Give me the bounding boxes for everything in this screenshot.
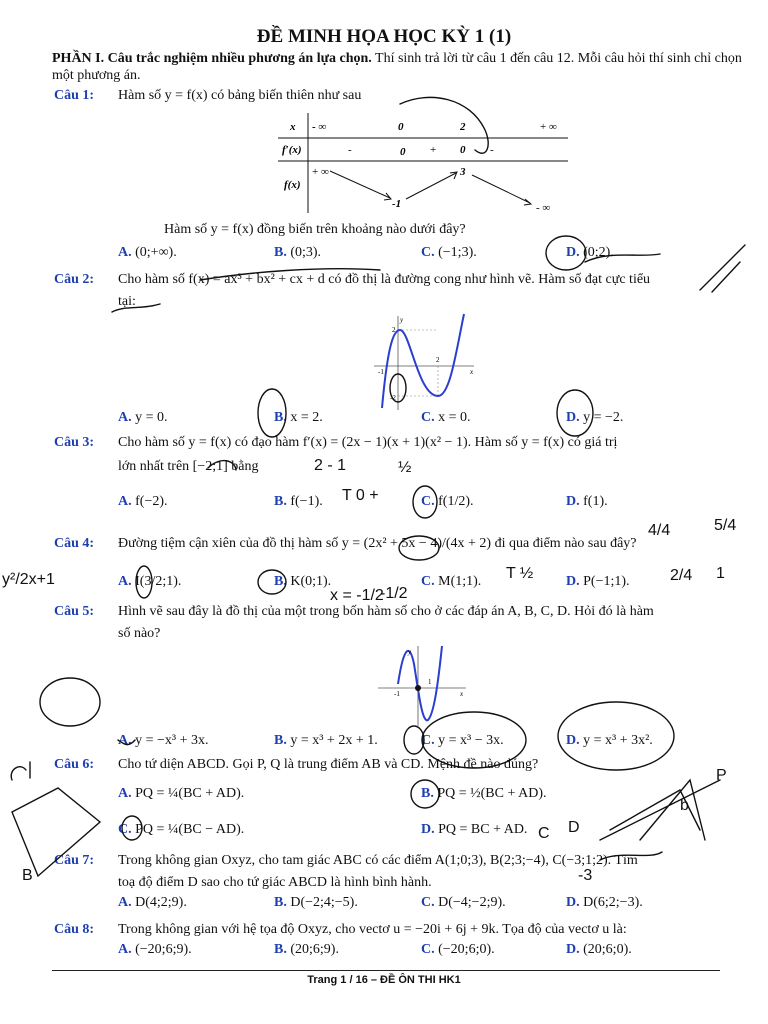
axis-label: y bbox=[400, 316, 404, 324]
axis-label: x bbox=[470, 368, 474, 376]
question-text: Cho hàm số y = f(x) có đạo hàm f′(x) = (2x − 1)(x + 1)(x² − 1). Hàm số y = f(x) có giá trị bbox=[118, 435, 618, 450]
question-5 bbox=[54, 604, 754, 644]
option-letter: D. bbox=[566, 410, 580, 425]
table-f-val: - ∞ bbox=[536, 202, 551, 213]
ink-note: C bbox=[538, 825, 550, 842]
ink-note: y²/2x+1 bbox=[2, 571, 55, 588]
question-label: Câu 4: bbox=[54, 536, 95, 551]
graph-q5 bbox=[376, 644, 472, 728]
question-label: Câu 7: bbox=[54, 853, 95, 868]
question-text: Trong không gian Oxyz, cho tam giác ABC có các điểm A(1;0;3), B(2;3;−4), C(−3;1;2). Tìm bbox=[118, 853, 638, 868]
ink-note: x = -1/2 bbox=[330, 587, 384, 604]
options-q1 bbox=[118, 245, 718, 263]
option-letter: C. bbox=[421, 494, 435, 509]
option-letter: D. bbox=[421, 822, 435, 837]
option-b[interactable]: D(−2;4;−5). bbox=[290, 895, 358, 910]
ink-circle bbox=[40, 678, 100, 726]
question-text: Hàm số y = f(x) có bảng biến thiên như sau bbox=[118, 88, 362, 103]
ink-note: B bbox=[22, 867, 33, 884]
option-letter: D. bbox=[566, 733, 580, 748]
option-d[interactable]: D(6;2;−3). bbox=[583, 895, 643, 910]
option-letter: D. bbox=[566, 245, 580, 260]
question-3 bbox=[54, 435, 754, 477]
option-letter: C. bbox=[421, 574, 435, 589]
option-letter: D. bbox=[566, 574, 580, 589]
table-fp-val: - bbox=[348, 144, 352, 156]
ink-note: D bbox=[568, 819, 580, 836]
options-q4 bbox=[118, 574, 718, 592]
options-q6-row1 bbox=[118, 786, 718, 804]
option-c[interactable]: M(1;1). bbox=[438, 574, 482, 589]
variation-table bbox=[278, 113, 568, 213]
option-a[interactable]: (−20;6;9). bbox=[135, 942, 192, 957]
table-f-val: 3 bbox=[460, 166, 466, 178]
option-a[interactable]: y = −x³ + 3x. bbox=[135, 733, 209, 748]
tick-label: 2 bbox=[436, 356, 440, 364]
ink-note: -1/2 bbox=[380, 585, 408, 602]
option-a[interactable]: I(3/2;1). bbox=[135, 574, 182, 589]
option-letter: C. bbox=[421, 942, 435, 957]
question-6 bbox=[54, 757, 754, 779]
axis-label: x bbox=[460, 690, 464, 698]
question-text-2: số nào? bbox=[118, 626, 161, 641]
option-a[interactable]: (0;+∞). bbox=[135, 245, 177, 260]
options-q6-row2 bbox=[118, 822, 718, 840]
question-1 bbox=[54, 88, 754, 108]
question-text: Cho hàm số f(x) = ax³ + bx² + cx + d có đồ thị là đường cong như hình vẽ. Hàm số đạt cực tiểu bbox=[118, 272, 651, 287]
table-x-val: 0 bbox=[398, 121, 404, 133]
ink-note: 2/4 bbox=[670, 567, 693, 584]
option-letter: C. bbox=[421, 410, 435, 425]
option-letter: C. bbox=[118, 822, 132, 837]
option-letter: B. bbox=[274, 942, 287, 957]
ink-note: T 0 + bbox=[342, 487, 379, 504]
option-a[interactable]: PQ = ¼(BC + AD). bbox=[135, 786, 245, 801]
ink-note: 2 - 1 bbox=[314, 457, 347, 474]
tick-label: 1 bbox=[428, 678, 432, 686]
option-c[interactable]: y = x³ − 3x. bbox=[438, 733, 504, 748]
table-fp-val: - bbox=[490, 144, 494, 156]
page-footer: Trang 1 / 16 – ĐỀ ÔN THI HK1 bbox=[307, 974, 461, 986]
table-x-label: x bbox=[290, 121, 296, 133]
option-letter: A. bbox=[118, 574, 132, 589]
option-letter: C. bbox=[421, 733, 435, 748]
option-a[interactable]: D(4;2;9). bbox=[135, 895, 187, 910]
option-letter: B. bbox=[421, 786, 434, 801]
question-label: Câu 1: bbox=[54, 88, 95, 103]
question-label: Câu 2: bbox=[54, 272, 95, 287]
option-letter: B. bbox=[274, 574, 287, 589]
options-q2 bbox=[118, 410, 718, 428]
question-7 bbox=[54, 853, 754, 893]
options-q8 bbox=[118, 942, 718, 960]
options-q7 bbox=[118, 895, 718, 913]
option-b[interactable]: f(−1). bbox=[290, 494, 323, 509]
page-title: ĐỀ MINH HỌA HỌC KỲ 1 (1) bbox=[256, 26, 512, 47]
question-text: Trong không gian với hệ tọa độ Oxyz, cho vectơ u = −20i + 6j + 9k. Tọa độ của vectơ u là: bbox=[118, 922, 627, 937]
option-letter: A. bbox=[118, 942, 132, 957]
option-d[interactable]: y = x³ + 3x². bbox=[583, 733, 653, 748]
ink-note: 1 bbox=[716, 565, 725, 582]
part-instruction bbox=[52, 50, 742, 84]
option-letter: D. bbox=[566, 895, 580, 910]
axis-label: y bbox=[408, 648, 412, 656]
option-letter: C. bbox=[421, 245, 435, 260]
footer-divider bbox=[52, 970, 720, 971]
option-a[interactable]: y = 0. bbox=[135, 410, 168, 425]
table-f-val: + ∞ bbox=[312, 166, 329, 178]
ink-stroke bbox=[11, 762, 30, 780]
part-text: Thí sinh trả lời từ câu 1 đến câu 12. Mỗi câu hỏi thí sinh chỉ chọn một phương án. bbox=[52, 51, 742, 83]
ink-note: T ½ bbox=[506, 565, 534, 582]
table-f-label: f(x) bbox=[284, 179, 301, 191]
part-heading: PHẦN I. Câu trắc nghiệm nhiều phương án lựa chọn. bbox=[52, 51, 372, 66]
option-letter: B. bbox=[274, 410, 287, 425]
option-d[interactable]: (0;2). bbox=[583, 245, 614, 260]
option-letter: A. bbox=[118, 895, 132, 910]
ink-note: 5/4 bbox=[714, 517, 737, 534]
option-b[interactable]: PQ = ½(BC + AD). bbox=[437, 786, 547, 801]
option-c[interactable]: x = 0. bbox=[438, 410, 471, 425]
tick-label: -1 bbox=[394, 690, 400, 698]
question-text: Đường tiệm cận xiên của đồ thị hàm số y = (2x² + 5x − 4)/(4x + 2) đi qua điểm nào sau đây? bbox=[118, 536, 637, 551]
question-text-2: tại: bbox=[118, 294, 136, 309]
option-c[interactable]: (−20;6;0). bbox=[438, 942, 495, 957]
table-fp-val: 0 bbox=[460, 144, 466, 156]
graph-q2 bbox=[370, 312, 480, 412]
option-letter: B. bbox=[274, 494, 287, 509]
option-b[interactable]: K(0;1). bbox=[290, 574, 332, 589]
option-letter: A. bbox=[118, 245, 132, 260]
question-label: Câu 6: bbox=[54, 757, 95, 772]
ink-note: -3 bbox=[578, 867, 593, 884]
option-d[interactable]: (20;6;0). bbox=[583, 942, 632, 957]
tick-label: -1 bbox=[378, 368, 384, 376]
table-x-val: - ∞ bbox=[312, 121, 327, 133]
question-2 bbox=[54, 272, 754, 312]
option-b[interactable]: (20;6;9). bbox=[290, 942, 339, 957]
option-c[interactable]: f(1/2). bbox=[438, 494, 474, 509]
option-letter: A. bbox=[118, 786, 132, 801]
option-letter: B. bbox=[274, 245, 287, 260]
question-text: Hình vẽ sau đây là đồ thị của một trong bốn hàm số cho ở các đáp án A, B, C, D. Hỏi đó là hàm bbox=[118, 604, 654, 619]
option-d[interactable]: y = −2. bbox=[583, 410, 624, 425]
option-a[interactable]: f(−2). bbox=[135, 494, 168, 509]
option-b[interactable]: (0;3). bbox=[290, 245, 322, 260]
option-b[interactable]: x = 2. bbox=[290, 410, 323, 425]
table-fp-label: f′(x) bbox=[282, 144, 302, 156]
table-fp-val: + bbox=[430, 144, 437, 156]
table-x-val: + ∞ bbox=[540, 121, 557, 133]
option-letter: D. bbox=[566, 494, 580, 509]
ink-note: 4/4 bbox=[648, 522, 671, 539]
question-label: Câu 5: bbox=[54, 604, 95, 619]
option-b[interactable]: y = x³ + 2x + 1. bbox=[290, 733, 378, 748]
option-letter: C. bbox=[421, 895, 435, 910]
ink-note: P bbox=[716, 767, 727, 784]
option-letter: A. bbox=[118, 494, 132, 509]
tick-label: -2 bbox=[390, 394, 396, 402]
option-c[interactable]: PQ = ¼(BC − AD). bbox=[135, 822, 245, 837]
option-letter: B. bbox=[274, 895, 287, 910]
tick-label: 2 bbox=[392, 326, 396, 334]
question-text-2: lớn nhất trên [−2;1] bằng bbox=[118, 459, 259, 474]
question-text-2: toạ độ điểm D sao cho tứ giác ABCD là hình bình hành. bbox=[118, 875, 432, 890]
question-4 bbox=[54, 536, 754, 558]
question-1-subtext: Hàm số y = f(x) đồng biến trên khoảng nào dưới đây? bbox=[164, 222, 466, 237]
option-letter: D. bbox=[566, 942, 580, 957]
option-letter: A. bbox=[118, 733, 132, 748]
question-text: Cho tứ diện ABCD. Gọi P, Q là trung điểm AB và CD. Mệnh đề nào đúng? bbox=[118, 757, 539, 772]
option-c[interactable]: (−1;3). bbox=[438, 245, 477, 260]
options-q5 bbox=[118, 733, 718, 751]
option-letter: B. bbox=[274, 733, 287, 748]
option-c[interactable]: D(−4;−2;9). bbox=[438, 895, 506, 910]
option-d[interactable]: P(−1;1). bbox=[583, 574, 630, 589]
option-d[interactable]: f(1). bbox=[583, 494, 608, 509]
table-f-val: -1 bbox=[392, 198, 402, 210]
question-label: Câu 8: bbox=[54, 922, 95, 937]
option-d[interactable]: PQ = BC + AD. bbox=[438, 822, 528, 837]
table-fp-val: 0 bbox=[400, 146, 406, 158]
option-letter: A. bbox=[118, 410, 132, 425]
options-q3 bbox=[118, 494, 718, 512]
table-x-val: 2 bbox=[460, 121, 466, 133]
ink-note: ½ bbox=[398, 459, 412, 476]
ink-note: b bbox=[680, 797, 689, 814]
question-8 bbox=[54, 922, 754, 944]
question-label: Câu 3: bbox=[54, 435, 95, 450]
